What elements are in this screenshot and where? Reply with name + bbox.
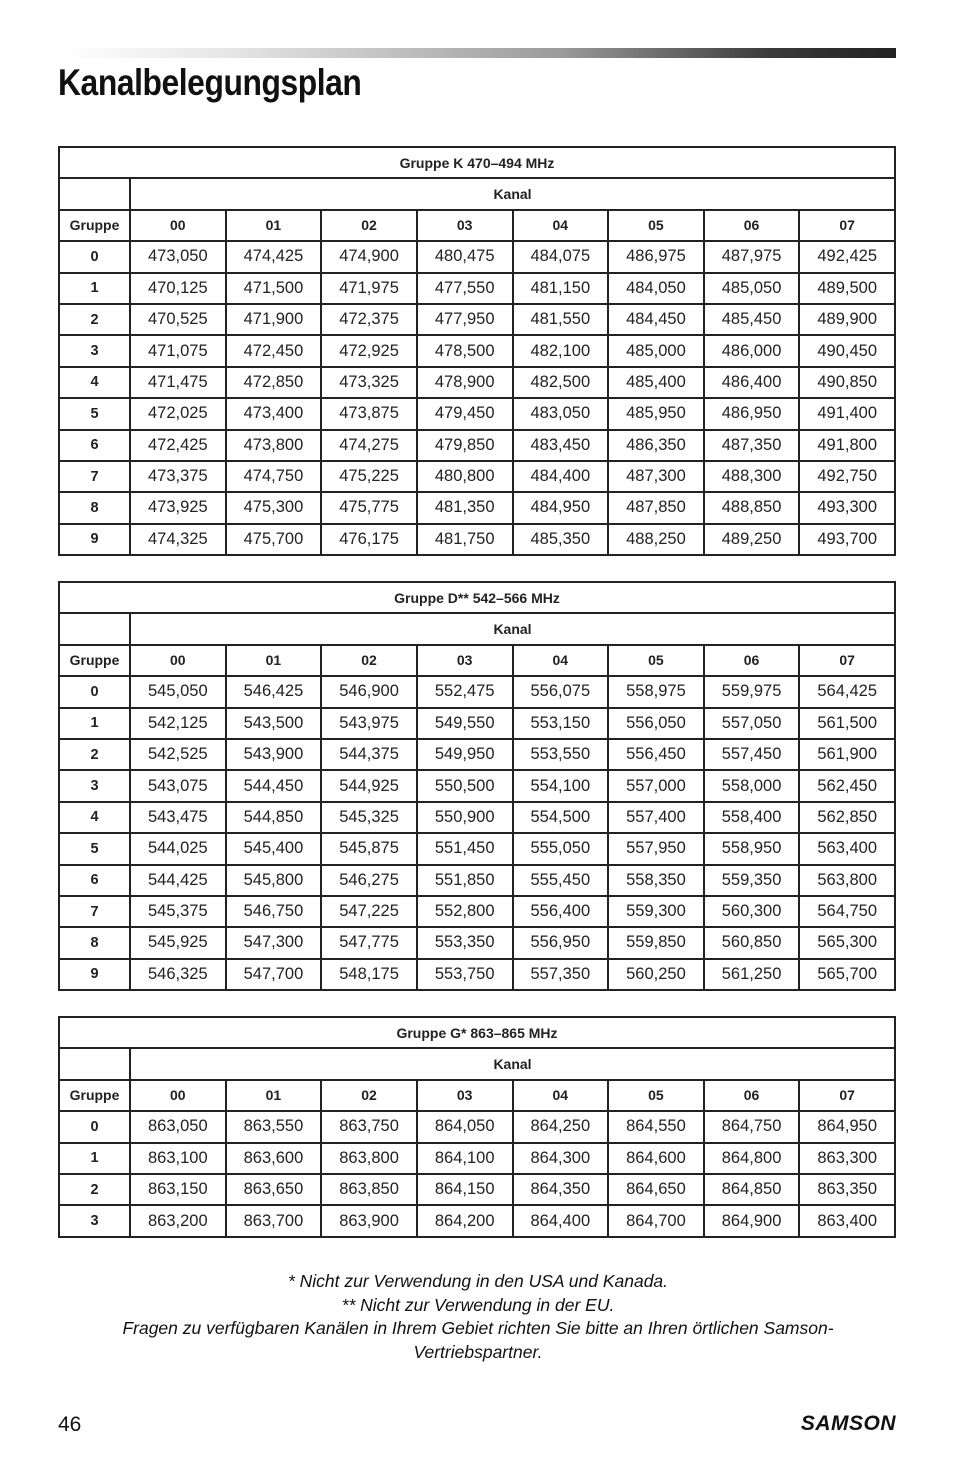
frequency-cell: 492,425 (799, 241, 895, 272)
frequency-cell: 551,850 (417, 865, 513, 896)
frequency-cell: 483,050 (513, 398, 609, 429)
channel-header: 04 (513, 645, 609, 676)
frequency-cell: 481,350 (417, 492, 513, 523)
table-row (59, 896, 895, 927)
channel-header: 07 (799, 645, 895, 676)
frequency-cell: 565,300 (799, 927, 895, 958)
frequency-cell: 546,325 (130, 959, 226, 990)
channel-header: 03 (417, 645, 513, 676)
frequency-cell: 560,250 (608, 959, 704, 990)
frequency-cell: 544,025 (130, 833, 226, 864)
frequency-cell: 485,400 (608, 367, 704, 398)
group-number-cell: 9 (59, 959, 130, 990)
frequency-cell: 547,775 (321, 927, 417, 958)
frequency-cell: 479,450 (417, 398, 513, 429)
frequency-cell: 478,900 (417, 367, 513, 398)
frequency-cell: 471,975 (321, 273, 417, 304)
frequency-cell: 485,000 (608, 335, 704, 366)
channel-header: 06 (704, 210, 800, 241)
frequency-cell: 477,950 (417, 304, 513, 335)
frequency-cell: 864,750 (704, 1111, 800, 1142)
frequency-cell: 557,000 (608, 770, 704, 801)
table-title: Gruppe D** 542–566 MHz (59, 582, 895, 613)
frequency-cell: 863,150 (130, 1174, 226, 1205)
frequency-cell: 473,925 (130, 492, 226, 523)
group-number-cell: 2 (59, 739, 130, 770)
frequency-cell: 546,750 (226, 896, 322, 927)
channel-header: 07 (799, 210, 895, 241)
channel-header: 01 (226, 1080, 322, 1111)
frequency-cell: 488,300 (704, 461, 800, 492)
group-number-cell: 1 (59, 708, 130, 739)
frequency-cell: 472,375 (321, 304, 417, 335)
frequency-cell: 475,225 (321, 461, 417, 492)
frequency-cell: 475,700 (226, 524, 322, 555)
table-row (59, 1143, 895, 1174)
frequency-table (58, 1016, 896, 1238)
frequency-cell: 491,800 (799, 430, 895, 461)
frequency-cell: 557,050 (704, 708, 800, 739)
frequency-cell: 486,950 (704, 398, 800, 429)
table-row (59, 708, 895, 739)
frequency-cell: 553,550 (513, 739, 609, 770)
page-number: 46 (58, 1413, 82, 1436)
frequency-cell: 556,400 (513, 896, 609, 927)
frequency-cell: 485,050 (704, 273, 800, 304)
frequency-cell: 559,350 (704, 865, 800, 896)
samson-logo: SAMSON (800, 1412, 896, 1435)
frequency-cell: 472,850 (226, 367, 322, 398)
channel-header: 00 (130, 1080, 226, 1111)
frequency-cell: 471,500 (226, 273, 322, 304)
frequency-cell: 473,050 (130, 241, 226, 272)
frequency-cell: 485,350 (513, 524, 609, 555)
table-row (59, 802, 895, 833)
frequency-cell: 864,900 (704, 1205, 800, 1236)
channel-header: 05 (608, 210, 704, 241)
frequency-cell: 545,325 (321, 802, 417, 833)
frequency-cell: 480,800 (417, 461, 513, 492)
frequency-cell: 561,900 (799, 739, 895, 770)
frequency-cell: 473,400 (226, 398, 322, 429)
frequency-cell: 473,875 (321, 398, 417, 429)
frequency-cell: 471,075 (130, 335, 226, 366)
table-row (59, 430, 895, 461)
frequency-cell: 493,300 (799, 492, 895, 523)
frequency-cell: 470,525 (130, 304, 226, 335)
frequency-cell: 863,050 (130, 1111, 226, 1142)
channel-header: 02 (321, 210, 417, 241)
frequency-cell: 479,850 (417, 430, 513, 461)
channel-header: 06 (704, 645, 800, 676)
frequency-cell: 560,850 (704, 927, 800, 958)
frequency-cell: 551,450 (417, 833, 513, 864)
frequency-cell: 474,750 (226, 461, 322, 492)
frequency-cell: 555,450 (513, 865, 609, 896)
frequency-cell: 547,700 (226, 959, 322, 990)
table-row (59, 367, 895, 398)
frequency-cell: 545,875 (321, 833, 417, 864)
frequency-cell: 472,425 (130, 430, 226, 461)
frequency-cell: 564,750 (799, 896, 895, 927)
group-number-cell: 6 (59, 430, 130, 461)
frequency-cell: 864,850 (704, 1174, 800, 1205)
table-row (59, 1205, 895, 1236)
frequency-cell: 543,975 (321, 708, 417, 739)
frequency-cell: 561,250 (704, 959, 800, 990)
frequency-cell: 562,450 (799, 770, 895, 801)
frequency-cell: 559,975 (704, 676, 800, 707)
footnote-usa-canada: * Nicht zur Verwendung in den USA und Kanada. (287, 1271, 669, 1291)
frequency-cell: 493,700 (799, 524, 895, 555)
table-row (59, 241, 895, 272)
frequency-cell: 482,500 (513, 367, 609, 398)
group-number-cell: 3 (59, 770, 130, 801)
gruppe-header: Gruppe (59, 645, 130, 676)
frequency-cell: 563,800 (799, 865, 895, 896)
table-title: Gruppe K 470–494 MHz (59, 147, 895, 178)
frequency-cell: 557,950 (608, 833, 704, 864)
frequency-cell: 481,750 (417, 524, 513, 555)
table-row (59, 461, 895, 492)
kanal-header: Kanal (130, 613, 895, 644)
frequency-cell: 476,175 (321, 524, 417, 555)
frequency-cell: 480,475 (417, 241, 513, 272)
frequency-cell: 542,125 (130, 708, 226, 739)
table-row (59, 398, 895, 429)
frequency-cell: 863,350 (799, 1174, 895, 1205)
frequency-cell: 492,750 (799, 461, 895, 492)
frequency-cell: 863,200 (130, 1205, 226, 1236)
frequency-cell: 489,500 (799, 273, 895, 304)
frequency-cell: 556,050 (608, 708, 704, 739)
frequency-cell: 558,975 (608, 676, 704, 707)
channel-header: 00 (130, 210, 226, 241)
frequency-cell: 486,975 (608, 241, 704, 272)
frequency-cell: 484,075 (513, 241, 609, 272)
frequency-cell: 544,375 (321, 739, 417, 770)
frequency-cell: 471,475 (130, 367, 226, 398)
group-number-cell: 0 (59, 1111, 130, 1142)
group-number-cell: 9 (59, 524, 130, 555)
frequency-cell: 543,900 (226, 739, 322, 770)
frequency-cell: 543,475 (130, 802, 226, 833)
group-number-cell: 0 (59, 676, 130, 707)
frequency-cell: 554,100 (513, 770, 609, 801)
frequency-cell: 489,250 (704, 524, 800, 555)
frequency-cell: 557,400 (608, 802, 704, 833)
frequency-cell: 556,075 (513, 676, 609, 707)
frequency-cell: 561,500 (799, 708, 895, 739)
frequency-cell: 557,350 (513, 959, 609, 990)
frequency-cell: 549,950 (417, 739, 513, 770)
table-row (59, 833, 895, 864)
frequency-cell: 486,400 (704, 367, 800, 398)
frequency-cell: 545,800 (226, 865, 322, 896)
frequency-cell: 545,400 (226, 833, 322, 864)
table-row (59, 304, 895, 335)
channel-header: 04 (513, 1080, 609, 1111)
frequency-cell: 486,350 (608, 430, 704, 461)
frequency-cell: 863,650 (226, 1174, 322, 1205)
frequency-cell: 565,700 (799, 959, 895, 990)
frequency-cell: 864,350 (513, 1174, 609, 1205)
page-title: Kanalbelegungsplan (58, 62, 362, 103)
frequency-cell: 481,150 (513, 273, 609, 304)
frequency-cell: 486,000 (704, 335, 800, 366)
frequency-cell: 543,500 (226, 708, 322, 739)
frequency-cell: 490,450 (799, 335, 895, 366)
table-row (59, 335, 895, 366)
group-number-cell: 8 (59, 492, 130, 523)
frequency-cell: 475,300 (226, 492, 322, 523)
group-number-cell: 0 (59, 241, 130, 272)
frequency-cell: 544,925 (321, 770, 417, 801)
frequency-cell: 470,125 (130, 273, 226, 304)
frequency-cell: 544,425 (130, 865, 226, 896)
frequency-cell: 474,325 (130, 524, 226, 555)
frequency-cell: 553,150 (513, 708, 609, 739)
frequency-cell: 564,425 (799, 676, 895, 707)
frequency-cell: 558,000 (704, 770, 800, 801)
frequency-cell: 542,525 (130, 739, 226, 770)
group-number-cell: 4 (59, 367, 130, 398)
group-number-cell: 7 (59, 896, 130, 927)
frequency-cell: 487,850 (608, 492, 704, 523)
frequency-cell: 477,550 (417, 273, 513, 304)
table-row (59, 1174, 895, 1205)
frequency-cell: 487,975 (704, 241, 800, 272)
frequency-cell: 545,925 (130, 927, 226, 958)
frequency-cell: 864,100 (417, 1143, 513, 1174)
frequency-cell: 557,450 (704, 739, 800, 770)
frequency-cell: 556,950 (513, 927, 609, 958)
frequency-cell: 864,700 (608, 1205, 704, 1236)
table-row (59, 739, 895, 770)
frequency-cell: 488,250 (608, 524, 704, 555)
frequency-cell: 864,050 (417, 1111, 513, 1142)
frequency-cell: 488,850 (704, 492, 800, 523)
frequency-cell: 483,450 (513, 430, 609, 461)
group-number-cell: 1 (59, 1143, 130, 1174)
frequency-cell: 474,275 (321, 430, 417, 461)
table-row (59, 273, 895, 304)
kanal-header: Kanal (130, 178, 895, 209)
frequency-cell: 864,250 (513, 1111, 609, 1142)
table-row (59, 927, 895, 958)
frequency-cell: 550,900 (417, 802, 513, 833)
frequency-cell: 558,350 (608, 865, 704, 896)
empty-corner-cell (59, 178, 130, 209)
frequency-cell: 475,775 (321, 492, 417, 523)
kanal-header: Kanal (130, 1048, 895, 1079)
frequency-cell: 863,800 (321, 1143, 417, 1174)
frequency-cell: 472,925 (321, 335, 417, 366)
frequency-cell: 485,450 (704, 304, 800, 335)
frequency-cell: 863,550 (226, 1111, 322, 1142)
gruppe-header: Gruppe (59, 210, 130, 241)
frequency-cell: 489,900 (799, 304, 895, 335)
frequency-cell: 864,150 (417, 1174, 513, 1205)
frequency-cell: 558,950 (704, 833, 800, 864)
frequency-cell: 546,425 (226, 676, 322, 707)
channel-header: 02 (321, 1080, 417, 1111)
frequency-cell: 484,450 (608, 304, 704, 335)
group-number-cell: 2 (59, 1174, 130, 1205)
table-row (59, 865, 895, 896)
gruppe-header: Gruppe (59, 1080, 130, 1111)
frequency-cell: 558,400 (704, 802, 800, 833)
frequency-cell: 864,600 (608, 1143, 704, 1174)
empty-corner-cell (59, 613, 130, 644)
frequency-table (58, 581, 896, 991)
frequency-cell: 864,550 (608, 1111, 704, 1142)
frequency-cell: 553,350 (417, 927, 513, 958)
frequency-cell: 556,450 (608, 739, 704, 770)
frequency-cell: 864,650 (608, 1174, 704, 1205)
frequency-cell: 487,350 (704, 430, 800, 461)
group-number-cell: 5 (59, 833, 130, 864)
frequency-cell: 473,800 (226, 430, 322, 461)
frequency-cell: 484,050 (608, 273, 704, 304)
table-row (59, 959, 895, 990)
table-row (59, 524, 895, 555)
channel-header: 03 (417, 1080, 513, 1111)
frequency-cell: 545,375 (130, 896, 226, 927)
frequency-cell: 555,050 (513, 833, 609, 864)
channel-header: 04 (513, 210, 609, 241)
frequency-cell: 559,300 (608, 896, 704, 927)
frequency-cell: 552,475 (417, 676, 513, 707)
channel-header: 05 (608, 645, 704, 676)
frequency-cell: 547,225 (321, 896, 417, 927)
frequency-cell: 474,425 (226, 241, 322, 272)
frequency-cell: 560,300 (704, 896, 800, 927)
frequency-cell: 563,400 (799, 833, 895, 864)
table-row (59, 770, 895, 801)
frequency-cell: 553,750 (417, 959, 513, 990)
channel-header: 01 (226, 645, 322, 676)
frequency-cell: 544,850 (226, 802, 322, 833)
empty-corner-cell (59, 1048, 130, 1079)
channel-header: 03 (417, 210, 513, 241)
frequency-cell: 481,550 (513, 304, 609, 335)
frequency-cell: 547,300 (226, 927, 322, 958)
frequency-cell: 863,750 (321, 1111, 417, 1142)
group-number-cell: 4 (59, 802, 130, 833)
frequency-cell: 554,500 (513, 802, 609, 833)
frequency-cell: 559,850 (608, 927, 704, 958)
table-row (59, 492, 895, 523)
frequency-cell: 473,375 (130, 461, 226, 492)
table-title: Gruppe G* 863–865 MHz (59, 1017, 895, 1048)
channel-header: 01 (226, 210, 322, 241)
frequency-cell: 863,100 (130, 1143, 226, 1174)
footnotes (100, 1270, 856, 1364)
frequency-cell: 863,300 (799, 1143, 895, 1174)
frequency-cell: 562,850 (799, 802, 895, 833)
table-row (59, 1111, 895, 1142)
channel-header: 02 (321, 645, 417, 676)
frequency-cell: 864,800 (704, 1143, 800, 1174)
frequency-cell: 474,900 (321, 241, 417, 272)
channel-header: 07 (799, 1080, 895, 1111)
frequency-cell: 487,300 (608, 461, 704, 492)
frequency-cell: 478,500 (417, 335, 513, 366)
frequency-table (58, 146, 896, 556)
channel-header: 05 (608, 1080, 704, 1111)
frequency-cell: 549,550 (417, 708, 513, 739)
frequency-cell: 863,700 (226, 1205, 322, 1236)
table-row (59, 676, 895, 707)
frequency-cell: 484,400 (513, 461, 609, 492)
group-number-cell: 5 (59, 398, 130, 429)
frequency-cell: 490,850 (799, 367, 895, 398)
frequency-cell: 548,175 (321, 959, 417, 990)
frequency-cell: 546,900 (321, 676, 417, 707)
frequency-cell: 864,200 (417, 1205, 513, 1236)
group-number-cell: 1 (59, 273, 130, 304)
frequency-cell: 863,850 (321, 1174, 417, 1205)
top-gradient-rule (62, 48, 896, 58)
frequency-cell: 473,325 (321, 367, 417, 398)
group-number-cell: 6 (59, 865, 130, 896)
group-number-cell: 8 (59, 927, 130, 958)
frequency-cell: 863,900 (321, 1205, 417, 1236)
frequency-cell: 863,400 (799, 1205, 895, 1236)
frequency-cell: 864,300 (513, 1143, 609, 1174)
frequency-cell: 484,950 (513, 492, 609, 523)
frequency-cell: 543,075 (130, 770, 226, 801)
frequency-cell: 482,100 (513, 335, 609, 366)
frequency-cell: 546,275 (321, 865, 417, 896)
frequency-cell: 545,050 (130, 676, 226, 707)
frequency-cell: 552,800 (417, 896, 513, 927)
frequency-cell: 864,950 (799, 1111, 895, 1142)
frequency-cell: 544,450 (226, 770, 322, 801)
group-number-cell: 3 (59, 335, 130, 366)
frequency-cell: 485,950 (608, 398, 704, 429)
frequency-cell: 864,400 (513, 1205, 609, 1236)
frequency-cell: 471,900 (226, 304, 322, 335)
footnote-contact: Fragen zu verfügbaren Kanälen in Ihrem Gebiet richten Sie bitte an Ihren örtlichen Samson-Vertriebspartner. (122, 1318, 834, 1362)
footnote-eu: ** Nicht zur Verwendung in der EU. (341, 1294, 615, 1315)
frequency-cell: 491,400 (799, 398, 895, 429)
channel-header: 00 (130, 645, 226, 676)
group-number-cell: 2 (59, 304, 130, 335)
frequency-cell: 863,600 (226, 1143, 322, 1174)
group-number-cell: 3 (59, 1205, 130, 1236)
channel-header: 06 (704, 1080, 800, 1111)
group-number-cell: 7 (59, 461, 130, 492)
frequency-cell: 472,025 (130, 398, 226, 429)
frequency-cell: 550,500 (417, 770, 513, 801)
frequency-cell: 472,450 (226, 335, 322, 366)
